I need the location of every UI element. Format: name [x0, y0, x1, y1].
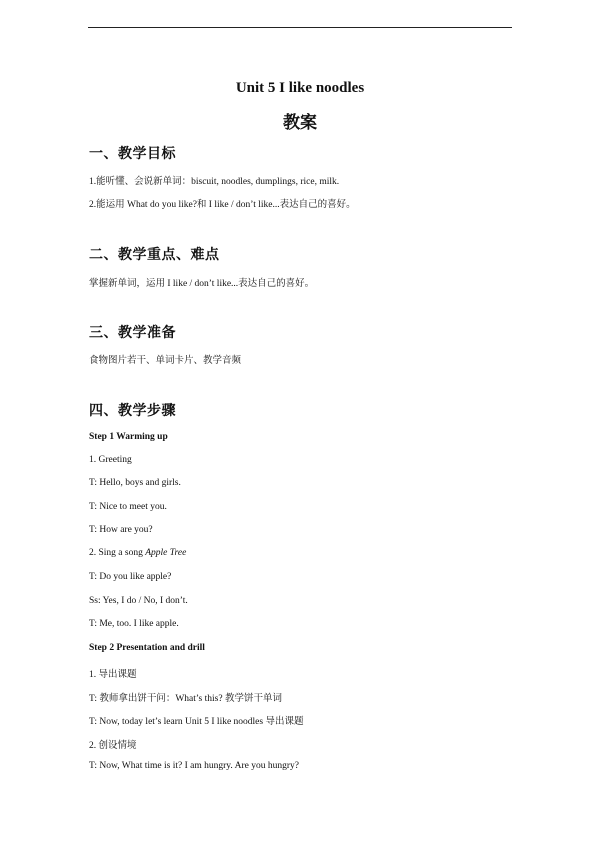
step1-line: T: Hello, boys and girls. [89, 478, 181, 488]
section-heading-objectives: 一、教学目标 [89, 147, 176, 162]
song-title: Apple Tree [145, 548, 187, 558]
step1-line: T: Nice to meet you. [89, 502, 167, 512]
section-heading-preparation: 三、教学准备 [89, 326, 176, 341]
document-subtitle: 教案 [283, 113, 317, 132]
step2-line: 2. 创设情境 [89, 741, 137, 751]
step1-line: T: Do you like apple? [89, 572, 172, 582]
step2-line: T: Now, What time is it? I am hungry. Are you hungry? [89, 761, 299, 771]
step2-title: Step 2 Presentation and drill [89, 643, 205, 653]
document-title: Unit 5 I like noodles [235, 80, 365, 96]
step2-line: T: Now, today let’s learn Unit 5 I like noodles 导出课题 [89, 717, 304, 727]
step1-line: Ss: Yes, I do / No, I don’t. [89, 596, 188, 606]
section-heading-key-points: 二、教学重点、难点 [89, 248, 220, 263]
song-prefix: 2. Sing a song [89, 548, 146, 558]
objective-line: 2.能运用 What do you like?和 I like / don’t like...表达自己的喜好。 [89, 200, 356, 210]
preparation-line: 食物图片若干、单词卡片、教学音频 [89, 356, 242, 366]
key-points-line: 掌握新单词，运用 I like / don’t like...表达自己的喜好。 [89, 279, 315, 289]
section-heading-steps: 四、教学步骤 [89, 404, 176, 419]
step2-line: 1. 导出课题 [89, 670, 137, 680]
header-rule [88, 27, 512, 28]
step2-line: T: 教师拿出饼干问：What’s this? 教学饼干单词 [89, 694, 282, 704]
objective-line: 1.能听懂、会说新单词：biscuit, noodles, dumplings, rice, milk. [89, 177, 340, 187]
step1-song-line [89, 548, 186, 558]
step1-title: Step 1 Warming up [89, 432, 168, 442]
step1-line: T: How are you? [89, 525, 153, 535]
step1-line: 1. Greeting [89, 455, 132, 465]
step1-line: T: Me, too. I like apple. [89, 619, 179, 629]
